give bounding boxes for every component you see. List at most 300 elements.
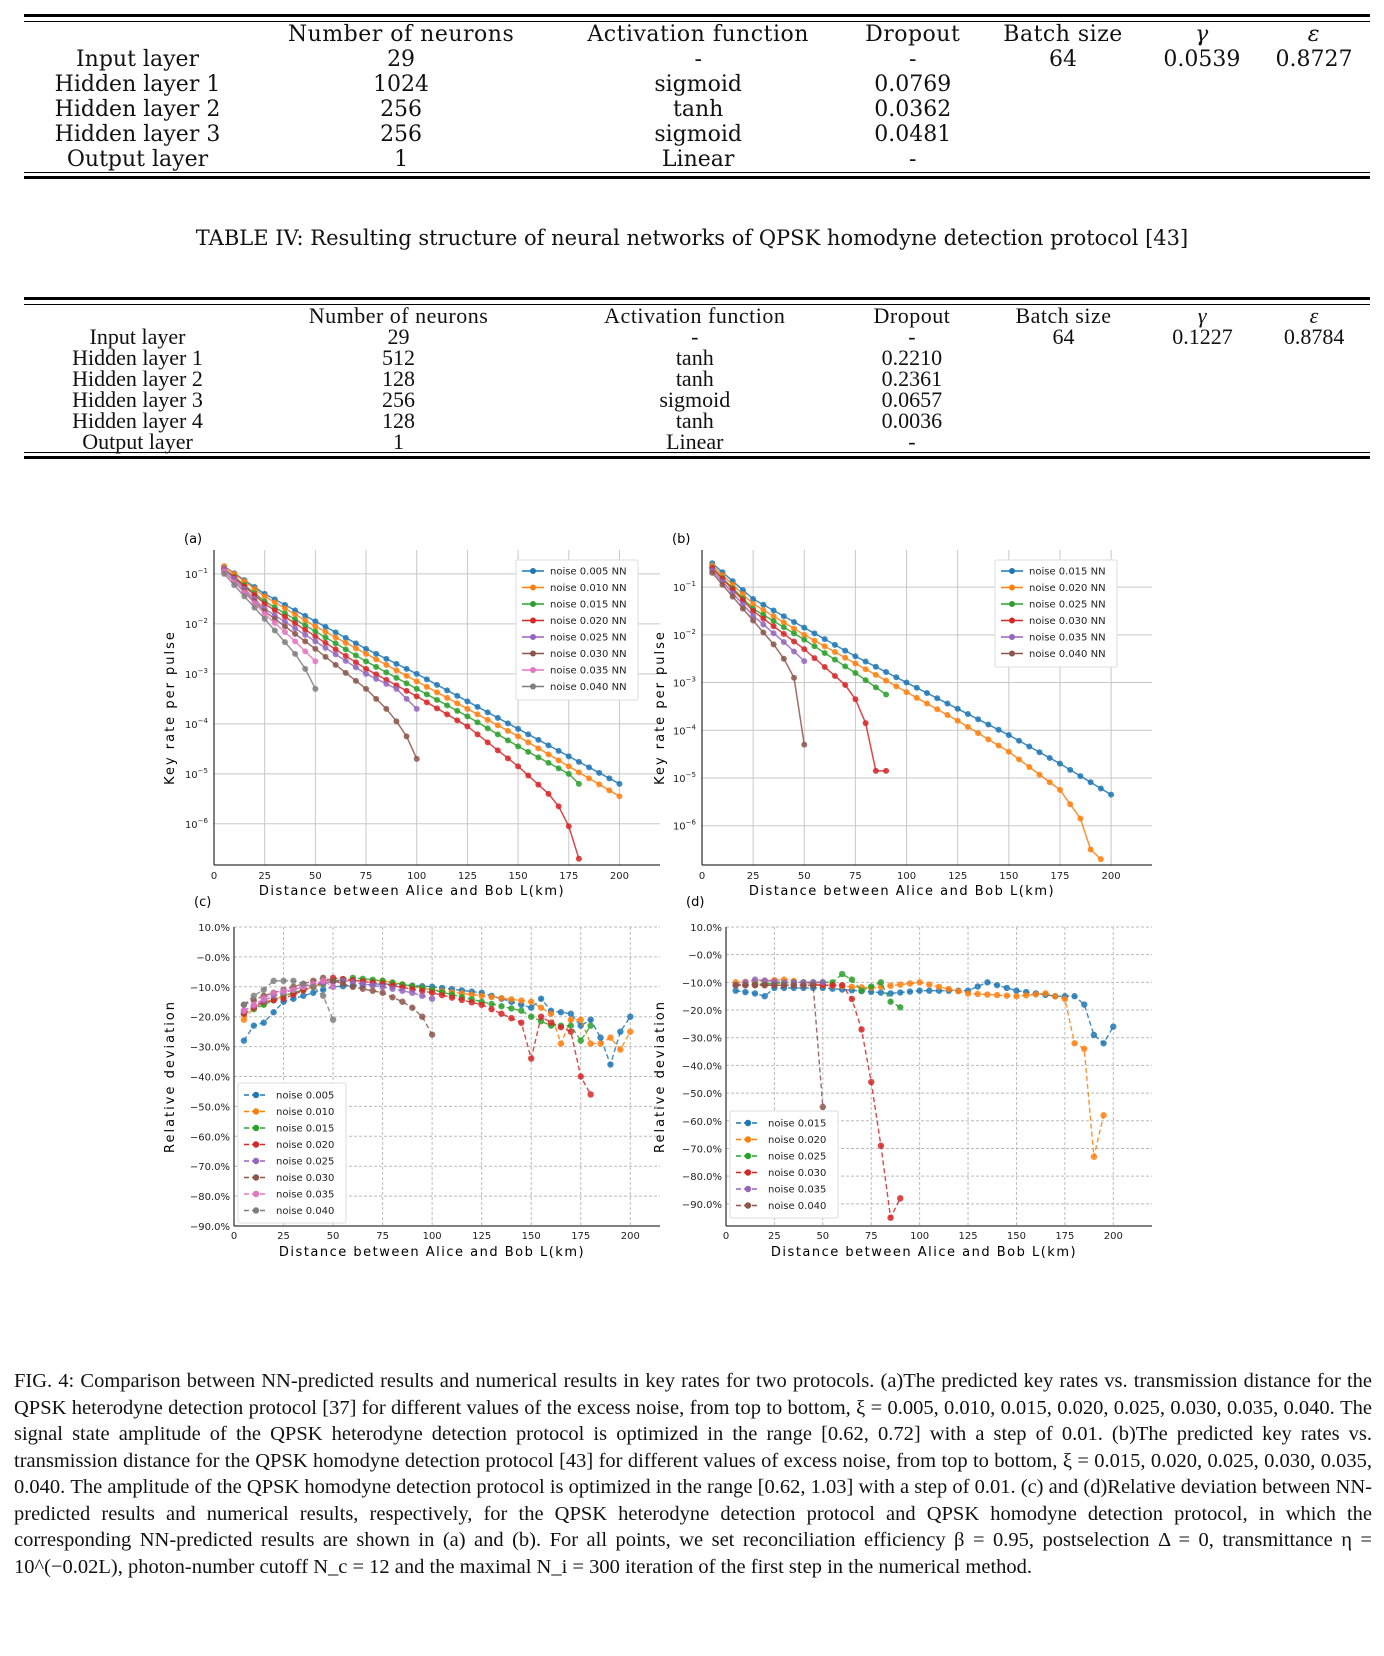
legend-entry: noise 0.015 NN <box>1029 566 1106 578</box>
data-point <box>515 763 521 769</box>
data-point <box>498 995 504 1001</box>
data-point <box>781 631 787 637</box>
x-tick-label: 100 <box>407 871 427 882</box>
table-cell <box>1258 389 1370 410</box>
data-point <box>566 771 572 777</box>
legend-entry: noise 0.020 <box>768 1135 827 1146</box>
data-point <box>586 775 592 781</box>
data-point <box>820 1104 826 1110</box>
legend-entry: noise 0.010 NN <box>550 583 627 594</box>
table-cell: 1024 <box>373 72 430 97</box>
data-point <box>914 685 920 691</box>
data-point <box>801 742 807 748</box>
legend <box>238 1083 346 1223</box>
data-point <box>849 976 855 982</box>
data-point <box>760 616 766 622</box>
x-tick-label: 125 <box>472 1231 492 1242</box>
table-cell: 0.2210 <box>881 345 943 370</box>
data-point <box>444 711 450 717</box>
table-cell: 0.0657 <box>881 387 943 412</box>
table-row <box>24 122 1370 147</box>
data-point <box>525 749 531 755</box>
legend <box>995 560 1117 667</box>
table-cell: tanh <box>675 366 714 391</box>
data-point <box>444 702 450 708</box>
data-point <box>518 997 524 1003</box>
data-point <box>379 990 385 996</box>
data-point <box>955 718 961 724</box>
table-cell <box>1258 410 1370 431</box>
data-point <box>282 629 288 635</box>
data-point <box>1071 1040 1077 1046</box>
table-cell: 0.2361 <box>881 366 943 391</box>
header-cell <box>24 22 251 47</box>
data-point <box>261 987 267 993</box>
legend-entry: noise 0.005 NN <box>550 566 627 578</box>
legend-entry: noise 0.035 <box>276 1189 335 1201</box>
data-point <box>791 630 797 636</box>
x-tick-label: 175 <box>1055 1231 1075 1242</box>
x-tick-label: 25 <box>258 871 272 882</box>
data-point <box>944 712 950 718</box>
data-point <box>535 745 541 751</box>
data-point <box>478 993 484 999</box>
data-point <box>849 996 855 1002</box>
legend-entry: noise 0.020 NN <box>550 616 627 627</box>
data-point <box>996 727 1002 733</box>
data-point <box>330 978 336 984</box>
x-tick-label: 25 <box>768 1231 781 1242</box>
x-tick-label: 125 <box>457 871 477 882</box>
data-point <box>914 695 920 701</box>
data-point <box>1100 1040 1106 1046</box>
data-point <box>742 989 748 995</box>
data-point <box>916 987 922 993</box>
data-point <box>556 765 562 771</box>
data-point <box>454 700 460 706</box>
series-line <box>709 567 807 664</box>
y-tick-label: $10^{-5}$ <box>672 770 696 785</box>
data-point <box>495 722 501 728</box>
data-point <box>944 701 950 707</box>
data-point <box>606 775 612 781</box>
x-tick-label: 150 <box>521 1231 541 1242</box>
data-point <box>994 992 1000 998</box>
data-point <box>320 987 326 993</box>
data-point <box>485 725 491 731</box>
y-tick-label: −80.0% <box>189 1192 230 1204</box>
data-point <box>996 743 1002 749</box>
data-point <box>1006 749 1012 755</box>
data-point <box>1091 1032 1097 1038</box>
data-point <box>568 1016 574 1022</box>
table-cell: - <box>691 324 699 349</box>
legend-entry: noise 0.005 <box>276 1090 335 1102</box>
data-point <box>312 646 318 652</box>
data-point <box>485 717 491 723</box>
x-tick-label: 100 <box>896 871 917 882</box>
data-point <box>262 616 268 622</box>
data-point <box>409 990 415 996</box>
data-point <box>1088 847 1094 853</box>
data-point <box>740 606 746 612</box>
data-point <box>1047 755 1053 761</box>
data-point <box>801 637 807 643</box>
table-cell <box>980 410 1146 431</box>
data-point <box>302 666 308 672</box>
data-point <box>616 793 622 799</box>
data-point <box>887 1214 893 1220</box>
data-point <box>883 768 889 774</box>
data-point <box>873 684 879 690</box>
data-point <box>897 981 903 987</box>
data-point <box>393 675 399 681</box>
data-point <box>444 687 450 693</box>
data-point <box>548 1019 554 1025</box>
y-tick-label: −70.0% <box>189 1162 230 1174</box>
data-point <box>312 658 318 664</box>
data-point <box>221 571 227 577</box>
legend-entry: noise 0.030 NN <box>1029 616 1106 627</box>
data-point <box>904 680 910 686</box>
table-cell <box>1147 368 1259 389</box>
data-point <box>1077 816 1083 822</box>
data-point <box>732 982 738 988</box>
data-point <box>389 986 395 992</box>
data-point <box>742 982 748 988</box>
legend-entry: noise 0.040 <box>276 1206 335 1217</box>
data-point <box>839 971 845 977</box>
legend-entry: noise 0.035 <box>768 1184 827 1196</box>
data-point <box>984 979 990 985</box>
data-point <box>424 676 430 682</box>
table-row <box>24 47 1370 72</box>
header-cell <box>24 305 251 326</box>
data-point <box>812 655 818 661</box>
data-point <box>556 748 562 754</box>
data-point <box>883 678 889 684</box>
data-point <box>515 726 521 732</box>
data-point <box>791 639 797 645</box>
data-point <box>842 655 848 661</box>
data-point <box>820 979 826 985</box>
data-point <box>333 634 339 640</box>
y-tick-label: −40.0% <box>681 1061 722 1073</box>
row-label: Hidden layer 1 <box>54 72 221 97</box>
data-point <box>302 648 308 654</box>
x-axis-label: Distance between Alice and Bob L(km) <box>748 884 1056 899</box>
data-point <box>508 1005 514 1011</box>
data-point <box>393 718 399 724</box>
data-point <box>1081 1001 1087 1007</box>
data-point <box>1047 779 1053 785</box>
data-point <box>409 1005 415 1011</box>
data-point <box>617 1046 623 1052</box>
data-point <box>449 994 455 1000</box>
data-point <box>323 634 329 640</box>
legend <box>730 1111 838 1218</box>
x-tick-label: 150 <box>1006 1231 1027 1242</box>
table-row <box>24 97 1370 122</box>
data-point <box>404 673 410 679</box>
y-tick-label: $10^{-6}$ <box>672 818 696 833</box>
data-point <box>1042 990 1048 996</box>
data-point <box>1057 761 1063 767</box>
data-point <box>419 1014 425 1020</box>
data-point <box>1006 732 1012 738</box>
data-point <box>272 620 278 626</box>
x-tick-label: 200 <box>609 871 630 882</box>
data-point <box>475 711 481 717</box>
table-cell: 0.0362 <box>874 97 952 122</box>
data-point <box>883 669 889 675</box>
data-point <box>282 639 288 645</box>
table-cell: 1 <box>393 429 404 454</box>
chart-panel-c <box>160 888 680 1268</box>
row-label: Output layer <box>66 147 209 172</box>
legend-entry: noise 0.030 <box>768 1168 827 1179</box>
data-point <box>373 696 379 702</box>
legend-entry: noise 0.030 NN <box>550 649 627 660</box>
data-point <box>414 756 420 762</box>
data-point <box>498 1003 504 1009</box>
data-point <box>404 733 410 739</box>
data-point <box>801 658 807 664</box>
data-point <box>965 711 971 717</box>
data-point <box>528 1014 534 1020</box>
data-point <box>1057 787 1063 793</box>
data-point <box>292 651 298 657</box>
data-point <box>873 672 879 678</box>
data-point <box>369 988 375 994</box>
data-point <box>251 1002 257 1008</box>
data-point <box>852 696 858 702</box>
data-point <box>897 1195 903 1201</box>
row-label: Hidden layer 2 <box>72 366 203 391</box>
y-tick-label: −80.0% <box>681 1172 722 1184</box>
data-point <box>343 670 349 676</box>
x-tick-label: 50 <box>326 1231 340 1242</box>
data-point <box>434 682 440 688</box>
data-point <box>1037 749 1043 755</box>
data-point <box>1067 801 1073 807</box>
data-point <box>330 1016 336 1022</box>
data-point <box>752 976 758 982</box>
data-point <box>241 1037 247 1043</box>
table-cell <box>980 347 1146 368</box>
data-point <box>801 646 807 652</box>
data-point <box>852 653 858 659</box>
data-point <box>934 706 940 712</box>
data-point <box>535 782 541 788</box>
data-point <box>475 731 481 737</box>
data-point <box>791 982 797 988</box>
data-point <box>280 988 286 994</box>
data-point <box>800 982 806 988</box>
table-iv-caption: TABLE IV: Resulting structure of neural networks of QPSK homodyne detection protocol [43] <box>195 226 1189 250</box>
data-point <box>617 1028 623 1034</box>
data-point <box>414 686 420 692</box>
data-point <box>596 770 602 776</box>
data-point <box>241 1002 247 1008</box>
table-cell: sigmoid <box>654 72 742 97</box>
data-point <box>893 683 899 689</box>
table-cell <box>1258 431 1370 452</box>
data-point <box>508 996 514 1002</box>
legend-entry: noise 0.020 <box>276 1140 335 1151</box>
data-point <box>505 737 511 743</box>
data-point <box>1088 779 1094 785</box>
table-cell: Linear <box>661 147 735 172</box>
y-axis-label: Key rate per pulse <box>653 630 668 785</box>
data-point <box>478 1002 484 1008</box>
data-point <box>302 638 308 644</box>
data-point <box>363 671 369 677</box>
data-point <box>343 646 349 652</box>
data-point <box>488 994 494 1000</box>
data-point <box>587 1091 593 1097</box>
data-point <box>863 677 869 683</box>
header-cell: Batch size <box>1015 303 1112 328</box>
data-point <box>300 981 306 987</box>
data-point <box>985 722 991 728</box>
data-point <box>280 978 286 984</box>
data-point <box>404 688 410 694</box>
data-point <box>1004 992 1010 998</box>
data-point <box>791 675 797 681</box>
data-point <box>498 1011 504 1017</box>
data-point <box>251 993 257 999</box>
table-header-row <box>24 22 1370 47</box>
data-point <box>852 660 858 666</box>
table-cell: 1 <box>394 147 409 172</box>
data-point <box>429 990 435 996</box>
header-cell: ε <box>1307 22 1321 47</box>
data-point <box>241 593 247 599</box>
table-cell <box>1258 122 1370 147</box>
table-cell: 256 <box>380 97 423 122</box>
data-point <box>887 982 893 988</box>
data-point <box>627 1028 633 1034</box>
data-point <box>241 1008 247 1014</box>
data-point <box>1026 743 1032 749</box>
data-point <box>404 666 410 672</box>
data-point <box>1026 764 1032 770</box>
y-tick-label: $10^{-2}$ <box>184 616 208 631</box>
data-point <box>270 990 276 996</box>
data-point <box>576 769 582 775</box>
data-point <box>832 657 838 663</box>
data-point <box>858 987 864 993</box>
series-line <box>241 975 594 1098</box>
y-tick-label: −0.0% <box>688 950 722 962</box>
table-cell <box>1147 347 1259 368</box>
data-point <box>340 981 346 987</box>
data-point <box>434 689 440 695</box>
data-point <box>424 691 430 697</box>
data-point <box>965 724 971 730</box>
data-point <box>576 856 582 862</box>
table-row <box>24 147 1370 172</box>
x-axis-label: Distance between Alice and Bob L(km) <box>258 884 566 899</box>
table-cell: 0.0036 <box>881 408 943 433</box>
legend-entry: noise 0.015 <box>768 1118 827 1130</box>
data-point <box>586 764 592 770</box>
data-point <box>924 701 930 707</box>
data-point <box>373 656 379 662</box>
data-point <box>587 1022 593 1028</box>
table-cell: - <box>908 429 916 454</box>
data-point <box>878 979 884 985</box>
data-point <box>887 990 893 996</box>
data-point <box>1081 1046 1087 1052</box>
data-point <box>1062 996 1068 1002</box>
data-point <box>907 980 913 986</box>
data-point <box>290 978 296 984</box>
table-row <box>24 431 1370 452</box>
data-point <box>616 781 622 787</box>
table-cell: 0.8727 <box>1275 47 1353 72</box>
data-point <box>251 1022 257 1028</box>
data-point <box>771 982 777 988</box>
data-point <box>393 667 399 673</box>
data-point <box>439 992 445 998</box>
legend-entry: noise 0.040 <box>768 1201 827 1212</box>
data-point <box>528 1055 534 1061</box>
data-point <box>852 670 858 676</box>
data-point <box>1077 773 1083 779</box>
table-cell: 0.8784 <box>1283 324 1345 349</box>
figure-caption: FIG. 4: Comparison between NN-predicted results and numerical results in key rates for two protocols. (a)The predicted key rates vs. transmission distance for the QPSK heterodyne detection protocol [37] for different values of the excess noise, from top to bottom, ξ = 0.005, 0.010, 0.015, 0.020, 0.025, 0.030, 0.035, 0.040. The signal state amplitude of the QPSK heterodyne detection protocol is optimized in the range [0.62, 0.72] with a step of 0.01. (b)The predicted key rates vs. transmission distance for the QPSK homodyne detection protocol [43] for different values of excess noise, from top to bottom, ξ = 0.015, 0.020, 0.025, 0.030, 0.035, 0.040. The amplitude of the QPSK homodyne detection protocol is optimized in the range [0.62, 1.03] with a step of 0.01. (c) and (d)Relative deviation between NN-predicted results and numerical results, respectively, for the QPSK heterodyne detection protocol and QPSK homodyne detection protocol, in which the corresponding NN-predicted results are shown in (a) and (b). For all points, we set reconciliation efficiency β = 0.95, postselection Δ = 0, transmittance η = 10^(−0.02L), photon-number cutoff N_c = 12 and the maximal N_i = 300 iteration of the first step in the numerical method. <box>14 1370 1372 1578</box>
data-point <box>538 1005 544 1011</box>
data-point <box>360 986 366 992</box>
data-point <box>363 658 369 664</box>
data-point <box>587 1016 593 1022</box>
data-point <box>1013 987 1019 993</box>
data-point <box>955 988 961 994</box>
data-point <box>488 1006 494 1012</box>
data-point <box>771 618 777 624</box>
data-point <box>842 648 848 654</box>
header-cell: ε <box>1309 303 1319 328</box>
table-cell <box>980 122 1146 147</box>
data-point <box>566 823 572 829</box>
y-tick-label: −10.0% <box>681 978 722 990</box>
x-tick-label: 0 <box>722 1231 730 1242</box>
table-cell <box>1258 368 1370 389</box>
data-point <box>272 628 278 634</box>
data-point <box>363 651 369 657</box>
table-cell: 0.0769 <box>874 72 952 97</box>
legend-entry: noise 0.035 NN <box>550 665 627 677</box>
data-point <box>596 781 602 787</box>
x-tick-label: 175 <box>1050 871 1070 882</box>
data-point <box>485 709 491 715</box>
data-point <box>904 689 910 695</box>
row-label: Output layer <box>82 429 193 454</box>
header-cell: Dropout <box>865 22 961 47</box>
data-point <box>568 1011 574 1017</box>
data-point <box>627 1014 633 1020</box>
panel-label: (b) <box>672 532 691 547</box>
data-point <box>863 720 869 726</box>
y-tick-label: $10^{-3}$ <box>184 666 208 681</box>
legend-entry: noise 0.030 <box>276 1173 335 1184</box>
table-cell <box>1258 347 1370 368</box>
data-point <box>538 1014 544 1020</box>
table-rule-bottom <box>24 172 1370 179</box>
table-row <box>24 410 1370 431</box>
